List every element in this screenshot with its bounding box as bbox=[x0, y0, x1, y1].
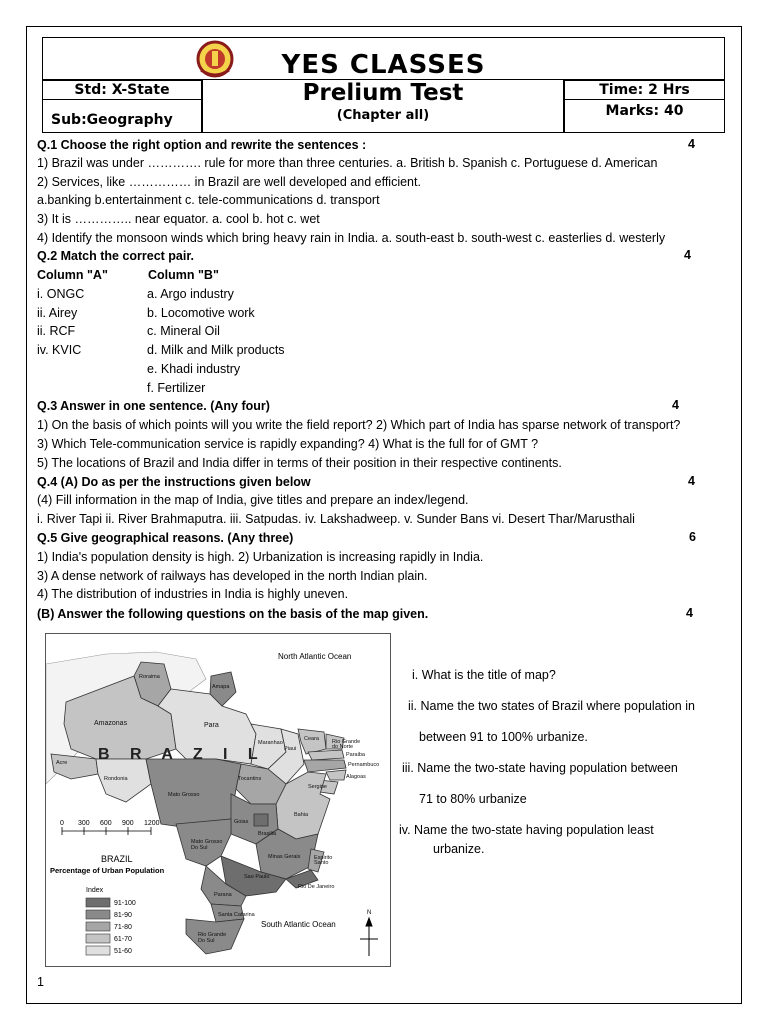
q2-col-a-item: ii. RCF bbox=[37, 324, 76, 338]
state-label: Rio Grande Do Sul bbox=[198, 932, 227, 944]
state-label: Bahia bbox=[294, 812, 309, 818]
q2-col-b-item: e. Khadi industry bbox=[147, 362, 241, 376]
q1-marks: 4 bbox=[688, 137, 695, 151]
state-label: Goias bbox=[234, 819, 249, 825]
time-cell bbox=[564, 80, 725, 100]
state-label: Roraima bbox=[139, 674, 160, 680]
qb-title: (B) Answer the following questions on the basis of the map given. bbox=[37, 607, 429, 621]
state-label: Acre bbox=[56, 760, 68, 766]
map-caption-subtitle: Percentage of Urban Population bbox=[50, 866, 165, 875]
q3-line: 1) On the basis of which points will you write the field report? 2) Which part of India has sparse network of transport? bbox=[37, 418, 681, 432]
q4-line: i. River Tapi ii. River Brahmaputra. iii. Satpudas. iv. Lakshadweep. v. Sunder Bans vi. Desert Thar/Marusthali bbox=[37, 512, 635, 526]
map-north-ocean: North Atlantic Ocean bbox=[278, 652, 352, 661]
subject-label: Sub:Geography bbox=[51, 112, 173, 128]
state-label: Sergipe bbox=[308, 784, 327, 790]
legend-label: 91-100 bbox=[114, 900, 136, 907]
scale-tick: 300 bbox=[78, 820, 90, 827]
state-label: Rio De Janeiro bbox=[298, 884, 335, 890]
std-label: Std: X-State bbox=[74, 82, 170, 98]
scale-tick: 1200 bbox=[144, 820, 160, 827]
q1-line: a.banking b.entertainment c. tele-communications d. transport bbox=[37, 193, 380, 207]
map-question: urbanize. bbox=[433, 842, 485, 856]
q3-line: 5) The locations of Brazil and India differ in terms of their position in their respective continents. bbox=[37, 456, 562, 470]
std-cell bbox=[42, 80, 202, 100]
q2-col-b-item: b. Locomotive work bbox=[147, 306, 255, 320]
state-label: Espirito Santo bbox=[314, 855, 333, 866]
q5-line: 1) India's population density is high. 2) Urbanization is increasing rapidly in India. bbox=[37, 550, 484, 564]
state-label: Ceara bbox=[304, 736, 319, 742]
state-label: Para bbox=[204, 722, 219, 729]
state-label: Mato Grosso Do Sul bbox=[191, 839, 223, 851]
q2-col-a-item: iv. KVIC bbox=[37, 343, 82, 357]
legend-label: 71-80 bbox=[114, 924, 132, 931]
scale-tick: 900 bbox=[122, 820, 134, 827]
q2-col-b-item: a. Argo industry bbox=[147, 287, 234, 301]
compass-label: N bbox=[367, 910, 372, 916]
header-table bbox=[42, 37, 725, 133]
q2-col-b-item: d. Milk and Milk products bbox=[147, 343, 285, 357]
state-label: Minas Gerais bbox=[268, 854, 301, 860]
q3-marks: 4 bbox=[672, 398, 679, 412]
state-labels bbox=[46, 634, 391, 967]
legend-label: 51-60 bbox=[114, 948, 132, 955]
chapter-label: (Chapter all) bbox=[336, 108, 430, 123]
time-label: Time: 2 Hrs bbox=[599, 82, 690, 98]
map-question: iv. Name the two-state having population least bbox=[399, 823, 654, 837]
scale-tick: 0 bbox=[60, 820, 64, 827]
q2-marks: 4 bbox=[684, 248, 691, 262]
state-label: Piaui bbox=[284, 746, 297, 752]
state-label: Rio Grande do Norte bbox=[332, 739, 361, 750]
q1-line: 2) Services, like …………… in Brazil are well developed and efficient. bbox=[37, 175, 421, 189]
state-label: Mato Grosso bbox=[168, 792, 200, 798]
exam-cell bbox=[202, 80, 564, 133]
q5-line: 4) The distribution of industries in India is highly uneven. bbox=[37, 587, 349, 601]
state-label: Brasilia bbox=[258, 831, 277, 837]
q2-col-b-item: c. Mineral Oil bbox=[147, 324, 220, 338]
legend-title: Index bbox=[86, 887, 104, 894]
marks-cell bbox=[564, 100, 725, 133]
legend-label: 61-70 bbox=[114, 936, 132, 943]
scale-tick: 600 bbox=[100, 820, 112, 827]
q2-title: Q.2 Match the correct pair. bbox=[37, 249, 194, 263]
state-label: Pernambuco bbox=[348, 762, 380, 768]
map-question: iii. Name the two-state having population between bbox=[402, 761, 678, 775]
state-label: Sao Paulo bbox=[244, 874, 270, 880]
q3-title: Q.3 Answer in one sentence. (Any four) bbox=[37, 399, 270, 413]
q4-line: (4) Fill information in the map of India, give titles and prepare an index/legend. bbox=[37, 493, 469, 507]
q5-line: 3) A dense network of railways has developed in the north Indian plain. bbox=[37, 569, 428, 583]
state-label: Amazonas bbox=[94, 720, 128, 727]
map-question: ii. Name the two states of Brazil where population in bbox=[408, 699, 695, 713]
exam-title: Prelium Test bbox=[302, 80, 464, 106]
map-question: between 91 to 100% urbanize. bbox=[419, 730, 588, 744]
page-number: 1 bbox=[37, 975, 44, 989]
map-south-ocean: South Atlantic Ocean bbox=[261, 920, 336, 929]
map-country-label: B R A Z I L bbox=[98, 746, 266, 763]
q4-title: Q.4 (A) Do as per the instructions given below bbox=[37, 475, 311, 489]
map-caption: BRAZIL bbox=[101, 854, 133, 864]
qb-marks: 4 bbox=[686, 606, 693, 620]
map-question: 71 to 80% urbanize bbox=[419, 792, 527, 806]
marks-label: Marks: 40 bbox=[605, 103, 684, 119]
state-label: Paraiba bbox=[346, 752, 365, 758]
q5-title: Q.5 Give geographical reasons. (Any three) bbox=[37, 531, 294, 545]
q1-line: 4) Identify the monsoon winds which bring heavy rain in India. a. south-east b. south-west c. easterlies d. westerly bbox=[37, 231, 666, 245]
q4-marks: 4 bbox=[688, 474, 695, 488]
q2-col-b-item: f. Fertilizer bbox=[147, 381, 206, 395]
state-label: Santa Catarina bbox=[218, 912, 255, 918]
subject-cell bbox=[42, 100, 202, 133]
state-label: Alagoas bbox=[346, 774, 366, 780]
q2-col-a-item: i. ONGC bbox=[37, 287, 85, 301]
q2-col-a-item: ii. Airey bbox=[37, 306, 78, 320]
state-label: Rondonia bbox=[104, 776, 128, 782]
q1-line: 3) It is ………….. near equator. a. cool b. hot c. wet bbox=[37, 212, 320, 226]
q3-line: 3) Which Tele-communication service is rapidly expanding? 4) What is the full for of GMT ? bbox=[37, 437, 539, 451]
q2-col-b-header: Column "B" bbox=[148, 268, 219, 282]
state-label: Tocantins bbox=[238, 776, 262, 782]
q2-col-a-header: Column "A" bbox=[37, 268, 108, 282]
q1-title: Q.1 Choose the right option and rewrite the sentences : bbox=[37, 138, 367, 152]
q5-marks: 6 bbox=[689, 530, 696, 544]
state-label: Maranhao bbox=[258, 740, 283, 746]
state-label: Parana bbox=[214, 892, 232, 898]
state-label: Amapa bbox=[212, 684, 230, 690]
header-title-cell bbox=[42, 37, 725, 80]
brazil-urban-map bbox=[45, 633, 391, 967]
legend-label: 81-90 bbox=[114, 912, 132, 919]
school-name: YES CLASSES bbox=[281, 50, 486, 80]
q1-line: 1) Brazil was under …………. rule for more than three centuries. a. British b. Spanish c. Portuguese d. American bbox=[37, 156, 658, 170]
map-question: i. What is the title of map? bbox=[412, 668, 556, 682]
